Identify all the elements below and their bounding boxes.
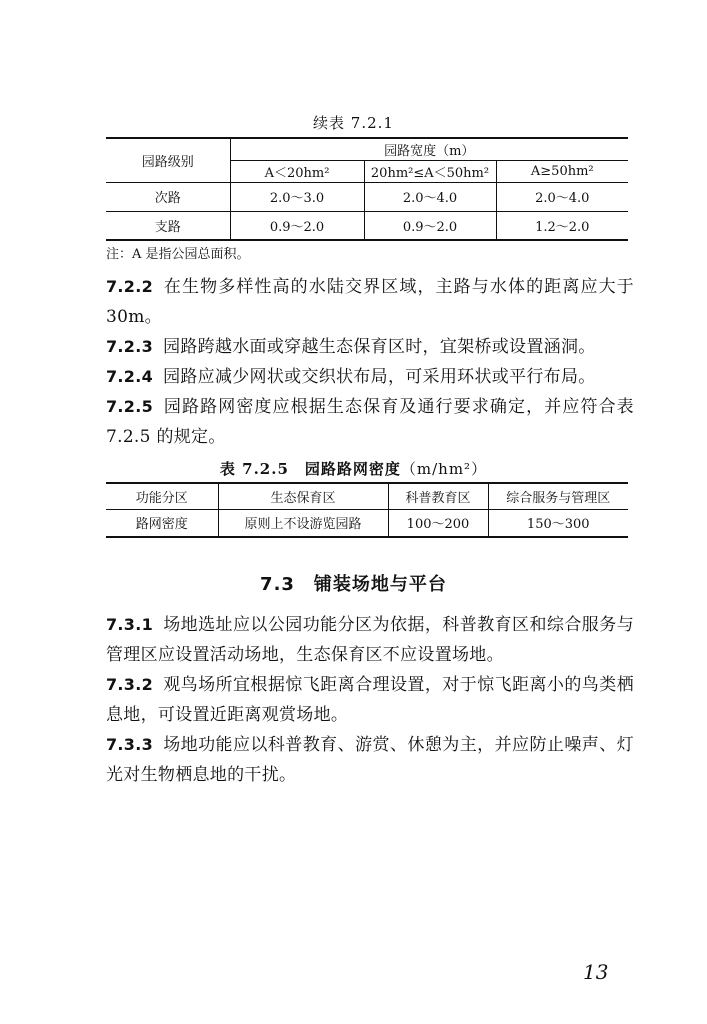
section-title-7-3: 7.3 铺装场地与平台	[260, 574, 447, 595]
table-row	[106, 211, 628, 240]
table-caption-7-2-1: 续表 7.2.1	[313, 114, 394, 132]
clause-text: 园路跨越水面或穿越生态保育区时，宜架桥或设置涵洞。	[163, 337, 596, 357]
header-road-width: 园路宽度（m）	[230, 138, 628, 160]
clause-number: 7.3.3	[106, 735, 154, 754]
table-cell: 2.0～3.0	[230, 182, 364, 211]
caption-unit: （m/hm²）	[400, 460, 488, 478]
clause-7-3-3	[106, 730, 634, 790]
header-service-zone: 综合服务与管理区	[488, 483, 628, 509]
row-label: 次路	[106, 182, 230, 211]
clause-number: 7.2.5	[106, 397, 154, 416]
table-row	[106, 182, 628, 211]
clause-number: 7.3.2	[106, 675, 154, 694]
table-cell: 2.0～4.0	[496, 182, 628, 211]
header-road-level: 园路级别	[106, 138, 230, 182]
header-eco-zone: 生态保育区	[218, 483, 388, 509]
table-cell: 100～200	[388, 509, 488, 537]
clause-text: 在生物多样性高的水陆交界区域，主路与水体的距离应大于 30m。	[106, 277, 634, 327]
table-caption-7-2-5	[0, 458, 707, 479]
clause-7-2-4	[106, 362, 634, 392]
table-cell: 1.2～2.0	[496, 211, 628, 240]
row-label: 支路	[106, 211, 230, 240]
table-note: 注：A 是指公园总面积。	[106, 247, 250, 262]
clause-text: 园路路网密度应根据生态保育及通行要求确定，并应符合表 7.2.5 的规定。	[106, 397, 634, 447]
row-label: 路网密度	[106, 509, 218, 537]
clause-7-3-1	[106, 610, 634, 670]
header-area-large: A≥50hm²	[496, 160, 628, 182]
clause-7-2-2	[106, 272, 634, 332]
clause-7-2-3	[106, 332, 634, 362]
caption-title: 表 7.2.5 园路路网密度	[219, 460, 401, 478]
clause-text: 场地功能应以科普教育、游赏、休憩为主，并应防止噪声、灯光对生物栖息地的干扰。	[106, 735, 634, 785]
page-number: 13	[583, 960, 609, 984]
clause-text: 园路应减少网状或交织状布局，可采用环状或平行布局。	[163, 367, 596, 387]
clause-number: 7.2.2	[106, 277, 154, 296]
header-area-medium: 20hm²≤A＜50hm²	[364, 160, 496, 182]
clause-text: 场地选址应以公园功能分区为依据，科普教育区和综合服务与管理区应设置活动场地，生态保育区不应设置场地。	[106, 615, 634, 665]
header-area-small: A＜20hm²	[230, 160, 364, 182]
table-cell: 150～300	[488, 509, 628, 537]
clause-7-3-2	[106, 670, 634, 730]
table-cell: 0.9～2.0	[230, 211, 364, 240]
road-width-table	[106, 137, 628, 241]
table-row	[106, 509, 628, 537]
road-density-table	[106, 482, 628, 538]
table-cell: 原则上不设游览园路	[218, 509, 388, 537]
clause-7-2-5	[106, 392, 634, 452]
clause-text: 观鸟场所宜根据惊飞距离合理设置，对于惊飞距离小的鸟类栖息地，可设置近距离观赏场地。	[106, 675, 634, 725]
clause-number: 7.3.1	[106, 615, 154, 634]
header-zone: 功能分区	[106, 483, 218, 509]
table-cell: 0.9～2.0	[364, 211, 496, 240]
header-edu-zone: 科普教育区	[388, 483, 488, 509]
table-cell: 2.0～4.0	[364, 182, 496, 211]
clause-number: 7.2.3	[106, 337, 154, 356]
clause-number: 7.2.4	[106, 367, 154, 386]
